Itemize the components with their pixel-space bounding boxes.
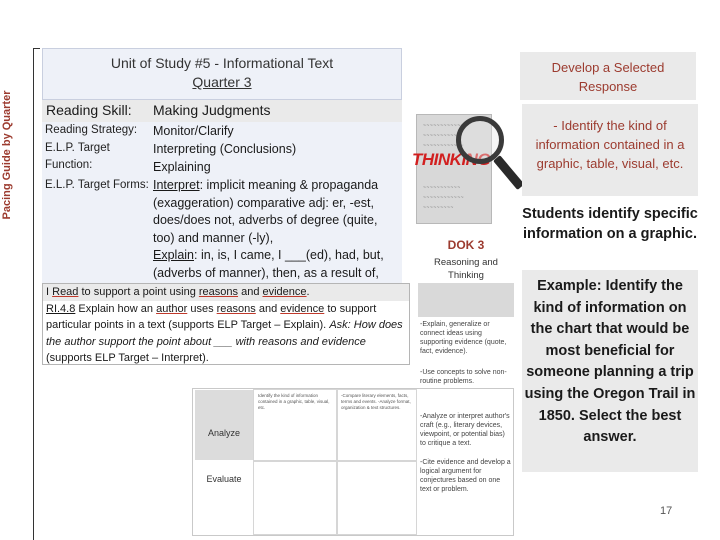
evidence-term: evidence [262,286,307,298]
std-8: to support [324,302,377,315]
unit-title: Unit of Study #5 - Informational Text [110,55,334,71]
dok-explain-text: -Explain, generalize or connect ideas using supporting evidence (quote, fact, evidence). [420,321,507,355]
unit-header [42,48,402,100]
response-type-box [520,52,696,100]
identify-box: - Identify the kind of information contained in a graphic, table, visual, etc. [522,104,698,196]
dok-desc-2: Thinking [448,270,484,281]
response-type-line2: Response [578,79,638,94]
i-read-statement [43,284,409,301]
read-p7: . [306,286,310,298]
standard-line [46,301,406,318]
forms-line-4: too) and manner (-ly), [153,231,274,245]
reasons-term-2: reasons [216,302,256,315]
reading-skill-bar [42,100,402,122]
students-box: Students identify specific information on a graphic. [522,196,698,270]
author-term: author [156,302,188,315]
dok-level: DOK 3 [447,238,485,252]
bracket-divider [33,48,40,540]
forms-line-2: (exaggeration) comparative adj: er, -est, [153,196,374,210]
mid-grey-strip [418,283,514,317]
response-type-line1: Develop a Selected [551,60,665,75]
dok-box [418,236,514,282]
forms-line-5 [153,247,384,265]
pacing-guide-label: Pacing Guide by Quarter [1,90,13,220]
elp-value-2: Explaining [153,160,211,174]
standard-line-5: (supports ELP Target – Interpret). [46,352,209,364]
evidence-term-2: evidence [280,302,325,315]
table-cell [337,461,417,535]
standard-line-3 [46,317,406,334]
forms-label: E.L.P. Target Forms: [45,179,149,191]
strategy-label: Reading Strategy: [45,124,138,136]
reading-skill-label: Reading Skill: [46,102,132,118]
read-term: Read [52,286,79,298]
thinking-magnifier-graphic [412,102,514,232]
elp-value-1: Interpreting (Conclusions) [153,142,297,156]
page-number: 17 [660,505,673,517]
example-box: Example: Identify the kind of information on the chart that would be most beneficial for someone planning a trip using the Oregon Trail in 1850. Select the best answer. [522,270,698,472]
std-4: uses [187,302,217,315]
standard-box [42,283,410,365]
reasons-term: reasons [198,286,239,298]
std-line3: particular points in a text (supports ELP Target – Explain). [46,319,330,331]
forms-line-1-rest: : implicit meaning & propaganda [199,178,379,192]
reading-skill-value: Making Judgments [153,102,271,118]
magnifier-handle [493,155,524,190]
standard-line-4: the author support the point about ___ with reasons and evidence [46,335,366,348]
std-6: and [255,302,281,315]
table-cell-text-b: -Compare literary elements, facts, terms and events. -Analyze format, organization & text structures. [341,393,411,410]
forms-line-3: does/does not, adverbs of degree (quite, [153,213,378,227]
table-cell-text-a: Identify the kind of information contained in a graphic, table, visual, etc. [258,393,330,410]
dok-analyze-text: -Analyze or interpret author's craft (e.g., literary devices, viewpoint, or potential bias) to critique a text. [420,413,510,447]
strategy-value: Monitor/Clarify [153,124,234,138]
forms-line-1 [153,177,378,195]
read-p3: to support a point using [78,286,199,298]
read-p1: I [46,286,53,298]
analyze-label: Analyze [195,390,253,460]
forms-line-6: (adverbs of manner), then, as a result of, [153,266,379,280]
dok-desc-1: Reasoning and [434,257,498,268]
interpret-term: Interpret [153,178,200,192]
elp-label-1: E.L.P. Target [45,142,110,154]
evaluate-label: Evaluate [195,462,253,534]
std-2: Explain how an [75,302,157,315]
standard-code: RI.4.8 [46,302,76,315]
ask-prompt: Ask: How does [329,319,403,331]
dok-concepts-text: -Use concepts to solve non-routine problems. [420,369,507,385]
forms-line-5-rest: : in, is, I came, I ___(ed), had, but, [194,248,384,262]
quarter-title: Quarter 3 [192,74,252,90]
table-cell [253,461,337,535]
skill-details [42,122,402,283]
thinking-backdrop: ~~~~~~~~~~~~ ~~~~~~~~~~ ~~~~~~~~~~~~ ~~~~~~~~~~~ ~~~~~~~~~~~~ ~~~~~~~~~ [416,114,492,224]
read-p5: and [238,286,263,298]
elp-label-2: Function: [45,159,93,171]
explain-term: Explain [153,248,194,262]
thinking-word: THINKING [412,150,491,169]
dok-cite-text: -Cite evidence and develop a logical argument for conjectures based on one text or problem. [420,459,511,493]
